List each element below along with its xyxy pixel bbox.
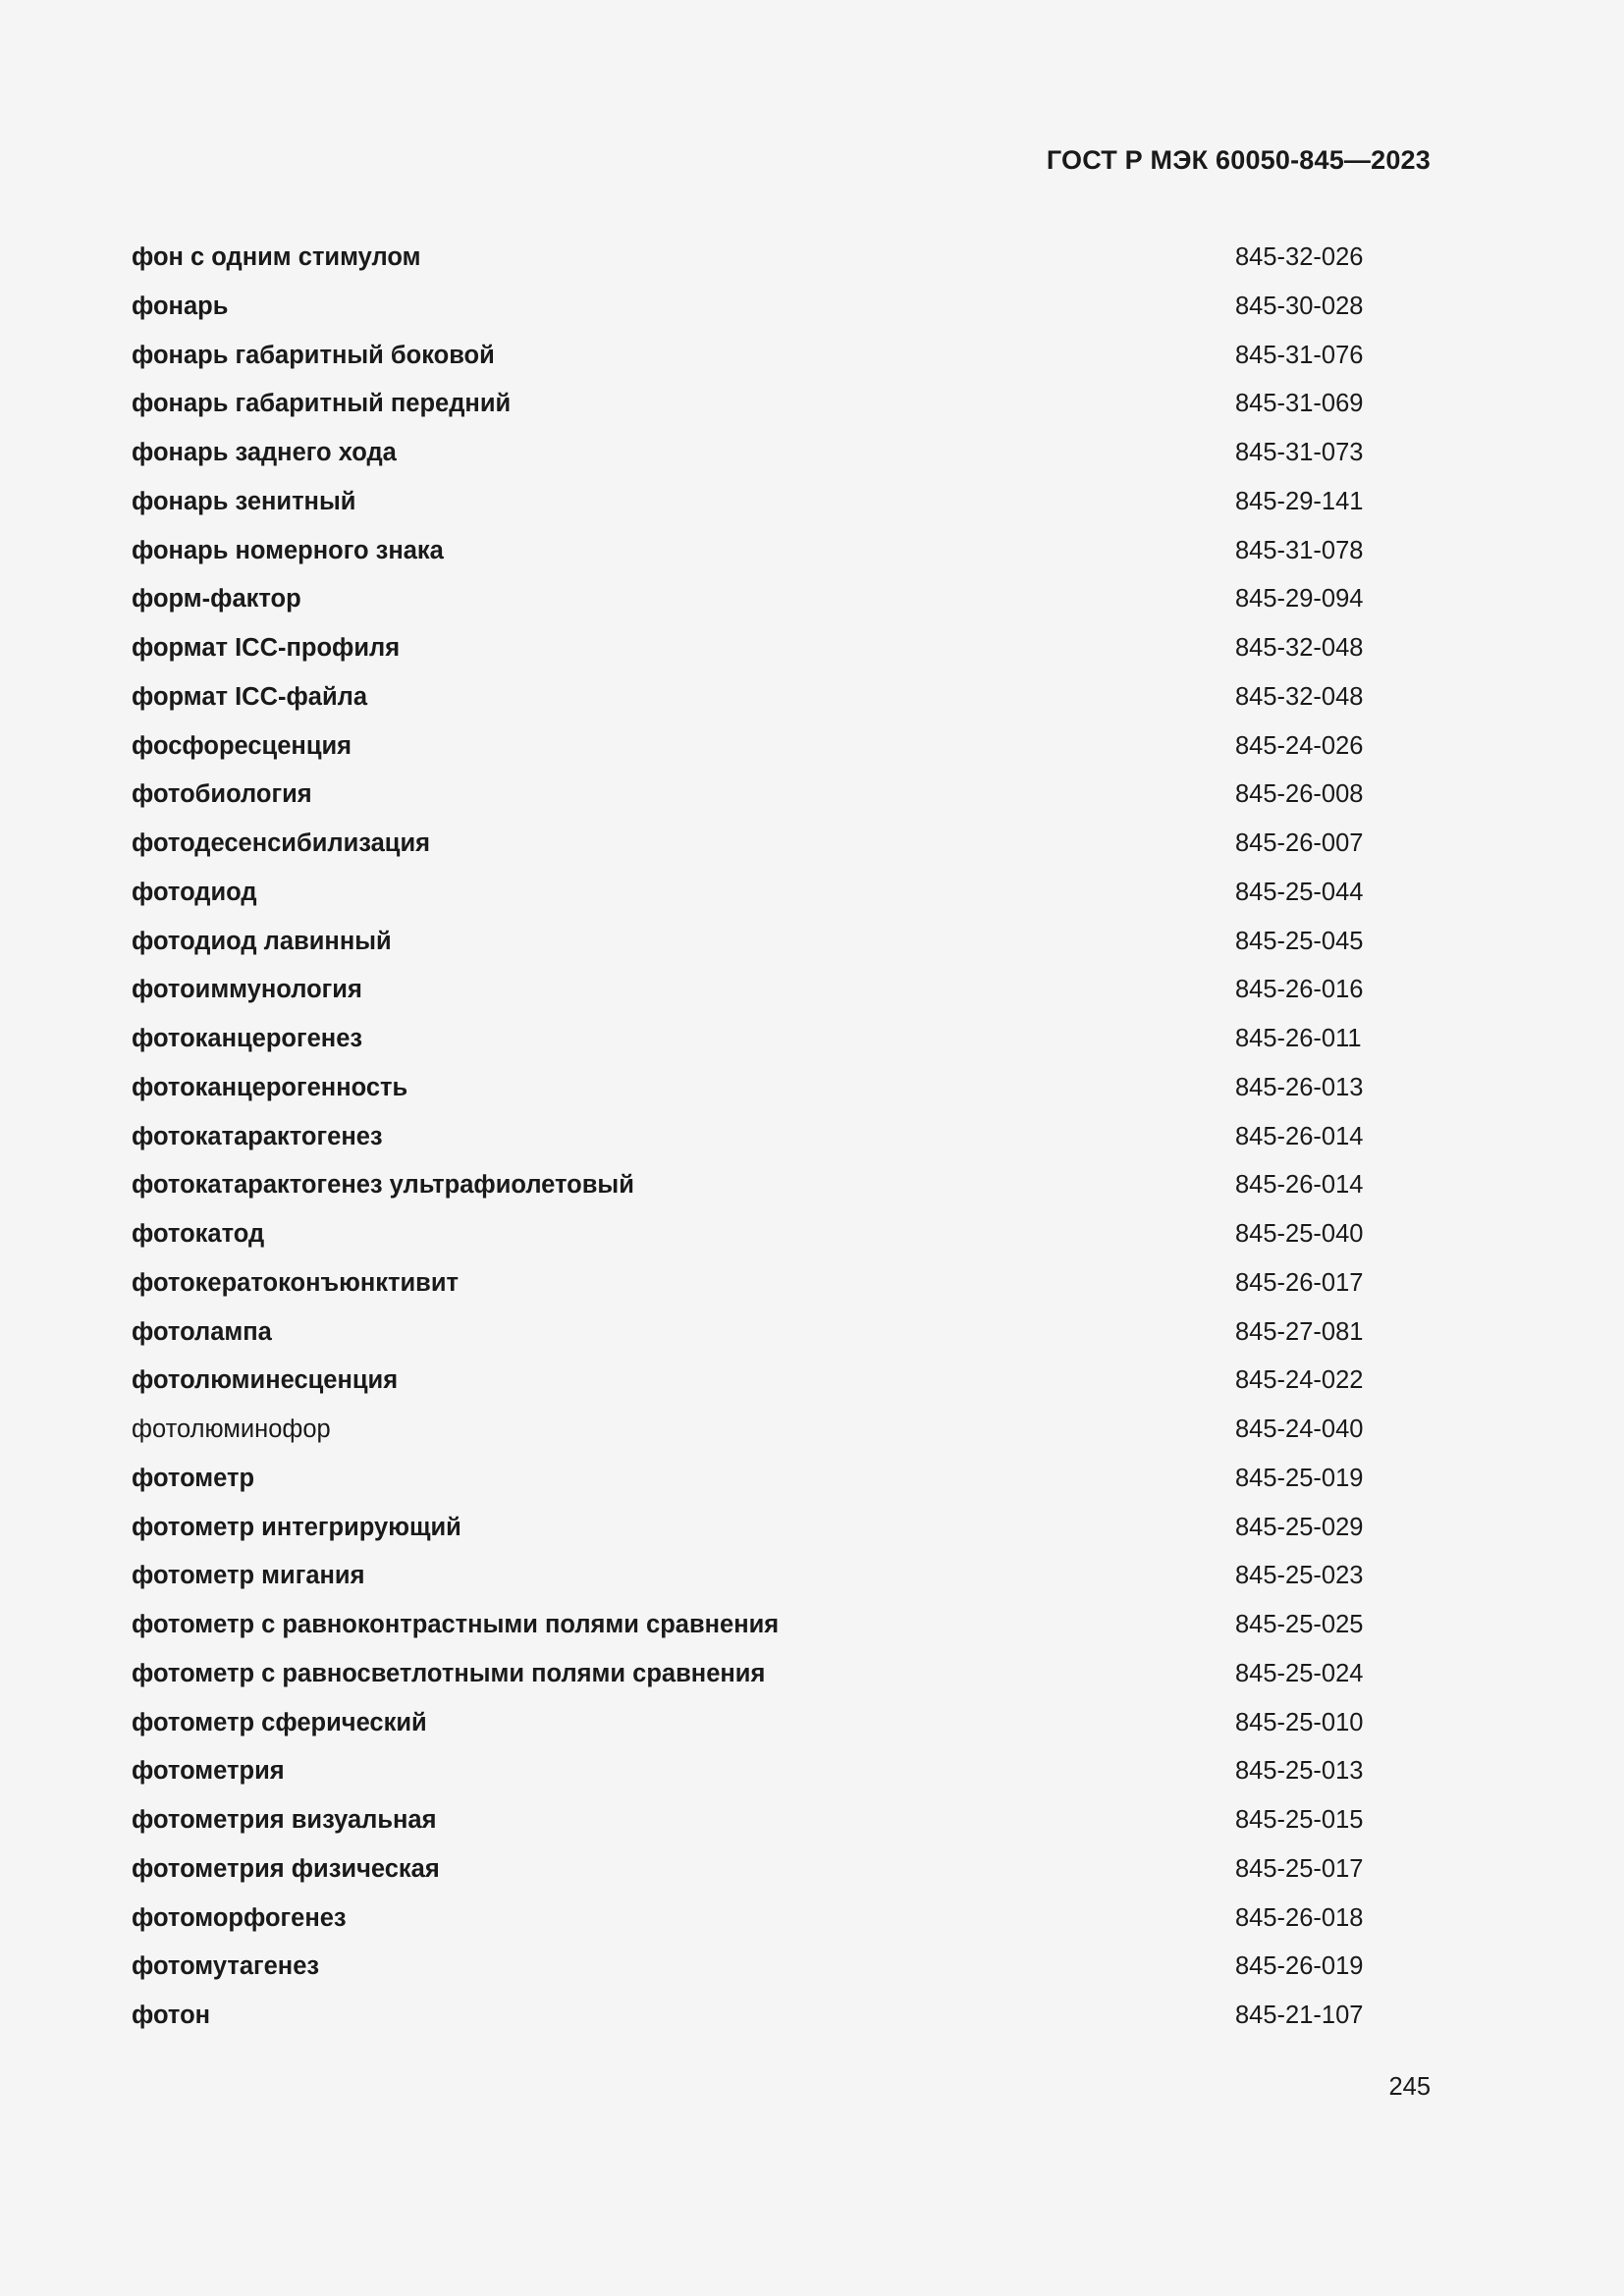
- term-code: 845-25-025: [1235, 1611, 1364, 1638]
- term-entry: [132, 870, 1408, 919]
- term-entry: [132, 1456, 1408, 1505]
- term-label: фотоиммунология: [132, 976, 362, 1004]
- term-code: 845-26-011: [1235, 1025, 1362, 1052]
- term-entry: [132, 1358, 1408, 1407]
- term-entry: [132, 1846, 1408, 1896]
- term-label: фотометр: [132, 1464, 255, 1492]
- term-entry: [132, 1651, 1408, 1700]
- term-code: 845-25-045: [1235, 927, 1364, 955]
- term-entry: [132, 479, 1408, 528]
- term-entry: [132, 1309, 1408, 1359]
- term-entry: [132, 235, 1408, 284]
- term-code: 845-26-008: [1235, 780, 1364, 809]
- term-label: фотокератоконъюнктивит: [132, 1268, 460, 1297]
- term-label: фотон: [132, 2002, 211, 2029]
- term-label: фотобиология: [132, 780, 312, 809]
- term-label: формат ICC-файла: [132, 682, 368, 711]
- term-label: фотометр сферический: [132, 1708, 427, 1736]
- term-code: 845-32-026: [1235, 243, 1364, 271]
- term-entry: [132, 821, 1408, 870]
- term-label: форм-фактор: [132, 585, 301, 614]
- term-code: 845-29-094: [1235, 585, 1364, 614]
- term-entry: [132, 576, 1408, 625]
- term-label: формат ICC-профиля: [132, 634, 401, 662]
- term-label: фотолюминофор: [132, 1415, 331, 1443]
- term-label: фонарь номерного знака: [132, 536, 444, 564]
- term-label: фотометр с равносветлотными полями сравнения: [132, 1659, 766, 1687]
- term-entry: [132, 1260, 1408, 1309]
- term-code: 845-24-026: [1235, 731, 1364, 760]
- term-code: 845-27-081: [1235, 1317, 1364, 1346]
- term-label: фонарь габаритный боковой: [132, 341, 495, 369]
- term-label: фотокатарактогенез: [132, 1122, 383, 1150]
- term-code: 845-26-014: [1235, 1171, 1364, 1200]
- term-entry: [132, 1553, 1408, 1602]
- term-code: 845-32-048: [1235, 682, 1364, 711]
- term-code: 845-25-010: [1235, 1708, 1364, 1736]
- term-entry: [132, 1797, 1408, 1846]
- term-code: 845-25-015: [1235, 1806, 1364, 1834]
- term-code: 845-25-013: [1235, 1757, 1364, 1786]
- term-label: фотоканцерогенез: [132, 1025, 363, 1052]
- term-code: 845-25-040: [1235, 1220, 1364, 1248]
- term-code: 845-24-022: [1235, 1366, 1364, 1395]
- term-code: 845-26-017: [1235, 1268, 1364, 1297]
- document-header-code: ГОСТ Р МЭК 60050-845—2023: [1046, 145, 1431, 175]
- term-entry: [132, 284, 1408, 333]
- term-entry: [132, 1993, 1408, 2042]
- term-label: фотодиод: [132, 878, 257, 906]
- term-label: фотометрия: [132, 1757, 285, 1786]
- term-label: фотометр мигания: [132, 1562, 365, 1590]
- term-entry: [132, 430, 1408, 479]
- term-label: фотодесенсибилизация: [132, 829, 431, 857]
- term-entry: [132, 1505, 1408, 1554]
- term-label: фонарь габаритный передний: [132, 390, 512, 418]
- term-entry: [132, 1211, 1408, 1260]
- term-code: 845-26-014: [1235, 1122, 1364, 1150]
- term-label: фотолюминесценция: [132, 1366, 399, 1395]
- term-code: 845-26-013: [1235, 1073, 1364, 1101]
- term-entry: [132, 1896, 1408, 1945]
- term-code: 845-25-024: [1235, 1659, 1364, 1687]
- term-entry: [132, 1748, 1408, 1797]
- term-entry: [132, 333, 1408, 382]
- term-code: 845-26-007: [1235, 829, 1364, 857]
- term-code: 845-32-048: [1235, 634, 1364, 662]
- term-label: фотолампа: [132, 1317, 272, 1346]
- term-code: 845-25-023: [1235, 1562, 1364, 1590]
- term-label: фотометрия визуальная: [132, 1806, 437, 1834]
- term-entry: [132, 528, 1408, 577]
- term-code: 845-25-044: [1235, 878, 1364, 906]
- term-label: фотомутагенез: [132, 1952, 320, 1981]
- term-code: 845-25-029: [1235, 1513, 1364, 1541]
- term-code: 845-25-017: [1235, 1854, 1364, 1883]
- term-code: 845-29-141: [1235, 487, 1364, 515]
- term-label: фон с одним стимулом: [132, 243, 421, 271]
- term-label: фонарь: [132, 292, 229, 320]
- term-index-list: [132, 235, 1408, 2042]
- term-entry: [132, 967, 1408, 1016]
- term-entry: [132, 1016, 1408, 1065]
- term-label: фонарь заднего хода: [132, 439, 397, 466]
- term-entry: [132, 723, 1408, 773]
- term-code: 845-31-078: [1235, 536, 1364, 564]
- term-label: фотометр с равноконтрастными полями сравнения: [132, 1611, 780, 1638]
- term-code: 845-21-107: [1235, 2002, 1364, 2029]
- term-entry: [132, 772, 1408, 821]
- term-label: фотокатарактогенез ультрафиолетовый: [132, 1171, 634, 1200]
- term-label: фотометрия физическая: [132, 1854, 440, 1883]
- term-code: 845-31-069: [1235, 390, 1364, 418]
- term-entry: [132, 381, 1408, 430]
- term-entry: [132, 919, 1408, 968]
- term-label: фотоканцерогенность: [132, 1073, 408, 1101]
- term-entry: [132, 1114, 1408, 1163]
- term-code: 845-31-073: [1235, 439, 1364, 466]
- term-entry: [132, 674, 1408, 723]
- term-entry: [132, 1944, 1408, 1993]
- term-code: 845-26-019: [1235, 1952, 1364, 1981]
- term-code: 845-31-076: [1235, 341, 1364, 369]
- term-entry: [132, 625, 1408, 674]
- term-entry: [132, 1065, 1408, 1114]
- term-entry: [132, 1602, 1408, 1651]
- term-code: 845-30-028: [1235, 292, 1364, 320]
- term-label: фонарь зенитный: [132, 487, 356, 515]
- term-entry: [132, 1162, 1408, 1211]
- page-number: 245: [1388, 2073, 1431, 2101]
- term-code: 845-26-018: [1235, 1903, 1364, 1932]
- term-code: 845-24-040: [1235, 1415, 1364, 1443]
- term-code: 845-25-019: [1235, 1464, 1364, 1492]
- term-entry: [132, 1407, 1408, 1456]
- term-code: 845-26-016: [1235, 976, 1364, 1004]
- term-label: фотоморфогенез: [132, 1903, 347, 1932]
- term-label: фотодиод лавинный: [132, 927, 392, 955]
- term-label: фотокатод: [132, 1220, 265, 1248]
- term-label: фосфоресценция: [132, 731, 352, 760]
- term-label: фотометр интегрирующий: [132, 1513, 461, 1541]
- term-entry: [132, 1700, 1408, 1749]
